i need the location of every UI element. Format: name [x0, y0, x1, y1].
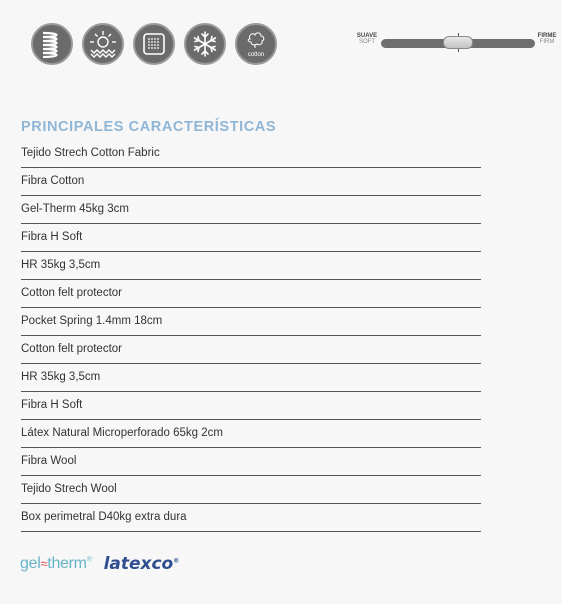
feature-item: HR 35kg 3,5cm	[21, 252, 481, 280]
feature-item: Fibra H Soft	[21, 224, 481, 252]
brand-logos	[20, 554, 179, 574]
cotton-icon	[235, 23, 277, 65]
feature-item: Tejido Strech Wool	[21, 476, 481, 504]
feature-item: Látex Natural Microperforado 65kg 2cm	[21, 420, 481, 448]
latexco-logo-text: latexco	[103, 554, 174, 574]
fabric-icon	[133, 23, 175, 65]
firmness-firm-label	[536, 33, 558, 45]
feature-icons-row	[31, 23, 277, 65]
latexco-logo: latexco®	[103, 554, 180, 574]
feature-item: Gel-Therm 45kg 3cm	[21, 196, 481, 224]
snowflake-icon	[184, 23, 226, 65]
feature-item: Cotton felt protector	[21, 336, 481, 364]
soft-label-es: SUAVE	[356, 33, 378, 39]
section-title: PRINCIPALES CARACTERÍSTICAS	[21, 119, 277, 135]
soft-label-en: SOFT	[359, 39, 375, 45]
feature-item: Fibra Cotton	[21, 168, 481, 196]
firm-label-en: FIRM	[539, 39, 555, 45]
firmness-soft-label	[356, 33, 378, 45]
gel-therm-logo: gel≈therm®	[20, 555, 92, 572]
firmness-track	[381, 39, 535, 48]
firm-label-es: FIRME	[537, 33, 557, 39]
spring-icon	[31, 23, 73, 65]
gel-logo-right: therm	[47, 555, 87, 572]
cotton-icon-label: cotton	[247, 52, 265, 58]
feature-item: Pocket Spring 1.4mm 18cm	[21, 308, 481, 336]
gel-logo-left: gel	[20, 555, 41, 572]
features-list	[21, 140, 481, 532]
firmness-scale	[356, 33, 558, 57]
firmness-indicator	[443, 36, 473, 49]
thermal-icon	[82, 23, 124, 65]
feature-item: Cotton felt protector	[21, 280, 481, 308]
feature-item: Tejido Strech Cotton Fabric	[21, 140, 481, 168]
feature-item: Fibra Wool	[21, 448, 481, 476]
feature-item: Fibra H Soft	[21, 392, 481, 420]
feature-item: HR 35kg 3,5cm	[21, 364, 481, 392]
feature-item: Box perimetral D40kg extra dura	[21, 504, 481, 532]
